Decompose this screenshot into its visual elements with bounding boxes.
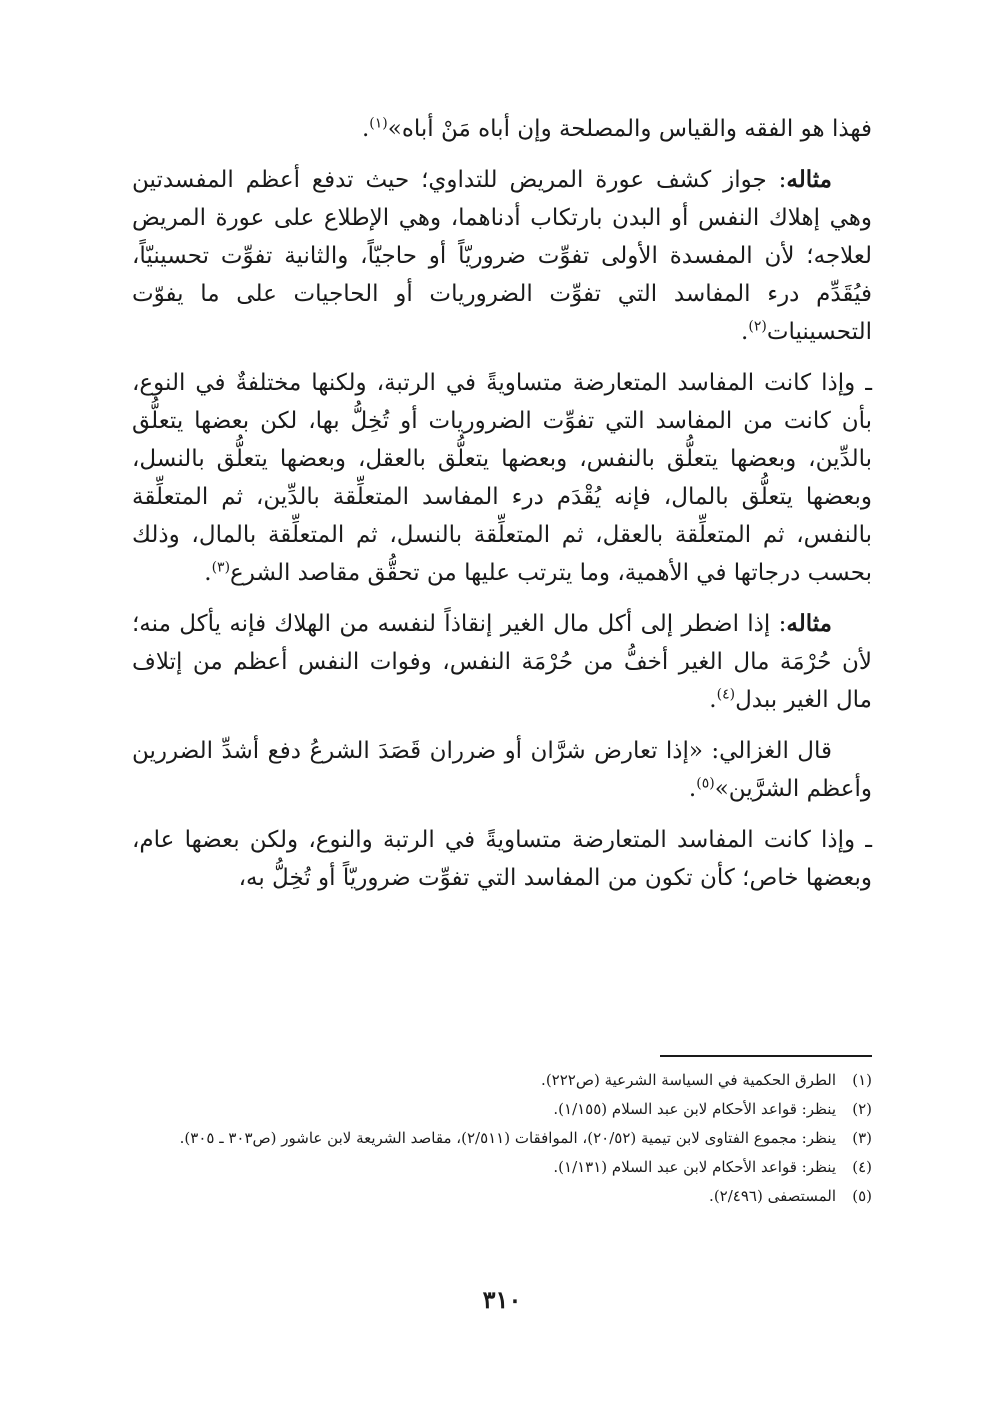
- paragraph-6: [132, 821, 872, 897]
- footnote-item: [132, 1126, 872, 1151]
- footnote-ref-1[interactable]: (١): [369, 115, 388, 132]
- footnote-number: (٢): [852, 1100, 872, 1118]
- footnote-number: (٥): [852, 1187, 872, 1205]
- footnote-number: (٤): [852, 1158, 872, 1176]
- paragraph-tail: .: [204, 560, 212, 586]
- example-label: مثاله: [786, 610, 832, 637]
- paragraph-tail: .: [709, 687, 717, 713]
- paragraph-1: [132, 110, 872, 148]
- footnote-item: [132, 1097, 872, 1122]
- footnote-text: ينظر: مجموع الفتاوى لابن تيمية (٢٠/٥٢)، الموافقات (٢/٥١١)، مقاصد الشريعة لابن عاشور (ص٣٠٣ ـ ٣٠٥).: [179, 1129, 836, 1147]
- paragraph-text: ـ وإذا كانت المفاسد المتعارضة متساويةً في الرتبة، ولكنها مختلفةٌ في النوع، بأن كانت من المفاسد التي تفوِّت الضروريات أو تُخِلُّ بها، لكن بعضها يتعلُّق بالدِّين، وبعضها يتعلُّق بالنفس، وبعضها يتعلُّق بالعقل، وبعضها يتعلُّق بالنسل، وبعضها يتعلُّق بالمال، فإنه يُقْدَم درء المفاسد المتعلِّقة بالدِّين، ثم المتعلِّقة بالنفس، ثم المتعلِّقة بالعقل، ثم المتعلِّقة بالنسل، ثم المتعلِّقة بالمال، وذلك بحسب درجاتها في الأهمية، وما يترتب عليها من تحقُّق مقاصد الشرع: [132, 370, 872, 586]
- paragraph-3: [132, 364, 872, 592]
- paragraph-text: فهذا هو الفقه والقياس والمصلحة وإن أباه مَنْ أباه»: [387, 116, 872, 142]
- paragraph-text: قال الغزالي: «إذا تعارض شرَّان أو ضرران قَصَدَ الشرعُ دفع أشدِّ الضررين وأعظم الشرَّين»: [132, 738, 872, 802]
- footnote-separator: [660, 1055, 872, 1057]
- paragraph-text: : جواز كشف عورة المريض للتداوي؛ حيث تدفع أعظم المفسدتين وهي إهلاك النفس أو البدن بارتكاب أدناهما، وهي الإطلاع على عورة المريض لعلاجه؛ لأن المفسدة الأولى تفوِّت ضروريّاً أو حاجيّاً، والثانية تفوِّت تحسينيّاً، فيُقَدِّم درء المفاسد التي تفوِّت الضروريات أو الحاجيات على ما يفوّت التحسينيات: [132, 167, 872, 345]
- page-number: ٣١٠: [482, 1285, 522, 1314]
- footnote-item: [132, 1184, 872, 1209]
- footnote-number: (٣): [852, 1129, 872, 1147]
- footnote-item: [132, 1068, 872, 1093]
- paragraph-4: [132, 605, 872, 719]
- paragraph-text: ـ وإذا كانت المفاسد المتعارضة متساويةً في الرتبة والنوع، ولكن بعضها عام، وبعضها خاص؛ كأن تكون من المفاسد التي تفوِّت ضروريّاً أو تُخِلُّ به،: [132, 827, 872, 891]
- paragraph-tail: .: [688, 776, 697, 802]
- footnote-ref-4[interactable]: (٤): [716, 686, 736, 703]
- page-body: [132, 110, 872, 910]
- paragraph-text: : إذا اضطر إلى أكل مال الغير إنقاذاً لنفسه من الهلاك فإنه يأكل منه؛ لأن حُرْمَة مال الغير أخفُّ من حُرْمَة النفس، وفوات النفس أعظم من إتلاف مال الغير ببدل: [132, 611, 872, 713]
- footnote-number: (١): [852, 1071, 872, 1089]
- paragraph-5: [132, 732, 872, 808]
- footnote-ref-3[interactable]: (٣): [211, 559, 231, 576]
- footnotes-section: [132, 1068, 872, 1213]
- footnote-ref-5[interactable]: (٥): [696, 775, 715, 792]
- footnote-ref-2[interactable]: (٢): [748, 318, 767, 335]
- footnote-text: الطرق الحكمية في السياسة الشرعية (ص٢٢٢).: [541, 1071, 836, 1089]
- footnote-text: ينظر: قواعد الأحكام لابن عبد السلام (١/١٥٥).: [553, 1100, 836, 1118]
- paragraph-tail: .: [741, 319, 749, 345]
- example-label: مثاله: [786, 166, 832, 193]
- paragraph-tail: .: [361, 116, 370, 142]
- footnote-text: المستصفى (٢/٤٩٦).: [709, 1187, 836, 1205]
- paragraph-2: [132, 161, 872, 351]
- footnote-text: ينظر: قواعد الأحكام لابن عبد السلام (١/١٣١).: [553, 1158, 836, 1176]
- footnote-item: [132, 1155, 872, 1180]
